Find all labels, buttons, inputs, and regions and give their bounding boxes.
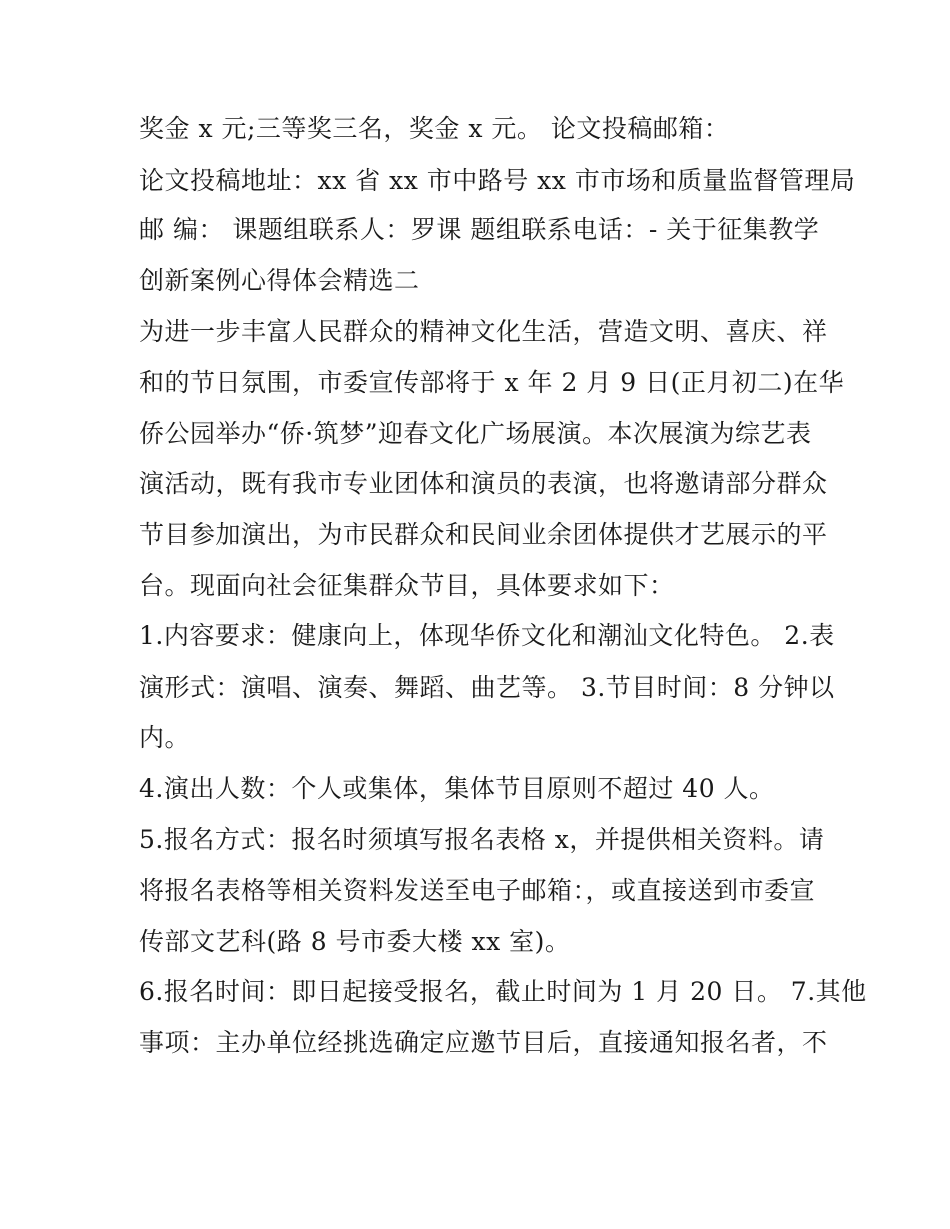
text-line: 传部文艺科(路 8 号市委大楼 xx 室)。 (139, 927, 571, 956)
text-line: 事项：主办单位经挑选确定应邀节目后，直接通知报名者，不 (139, 1028, 828, 1057)
text-line: 1.内容要求：健康向上，体现华侨文化和潮汕文化特色。 2.表 (139, 621, 835, 650)
text-line: 论文投稿地址：xx 省 xx 市中路号 xx 市市场和质量监督管理局 (139, 166, 856, 195)
text-line: 创新案例心得体会精选二 (139, 266, 420, 295)
text-line: 为进一步丰富人民群众的精神文化生活，营造文明、喜庆、祥 (139, 317, 828, 346)
text-line: 奖金 x 元;三等奖三名，奖金 x 元。 论文投稿邮箱： (139, 114, 730, 143)
text-line: 4.演出人数：个人或集体，集体节目原则不超过 40 人。 (139, 774, 775, 803)
text-line: 台。现面向社会征集群众节目，具体要求如下： (139, 571, 675, 600)
text-line: 侨公园举办“侨·筑梦”迎春文化广场展演。本次展演为综艺表 (139, 419, 812, 448)
text-line: 演活动，既有我市专业团体和演员的表演，也将邀请部分群众 (139, 469, 828, 498)
text-line: 演形式：演唱、演奏、舞蹈、曲艺等。 3.节目时间：8 分钟以 (139, 673, 835, 702)
text-line: 邮 编： 课题组联系人：罗课 题组联系电话：- 关于征集教学 (139, 215, 820, 244)
text-line: 节目参加演出，为市民群众和民间业余团体提供才艺展示的平 (139, 520, 828, 549)
text-line: 6.报名时间：即日起接受报名，截止时间为 1 月 20 日。 7.其他 (139, 977, 867, 1006)
text-line: 5.报名方式：报名时须填写报名表格 x，并提供相关资料。请 (139, 825, 825, 854)
text-line: 将报名表格等相关资料发送至电子邮箱：，或直接送到市委宣 (139, 876, 816, 905)
text-line: 内。 (139, 723, 191, 752)
text-line: 和的节日氛围，市委宣传部将于 x 年 2 月 9 日(正月初二)在华 (139, 368, 845, 397)
